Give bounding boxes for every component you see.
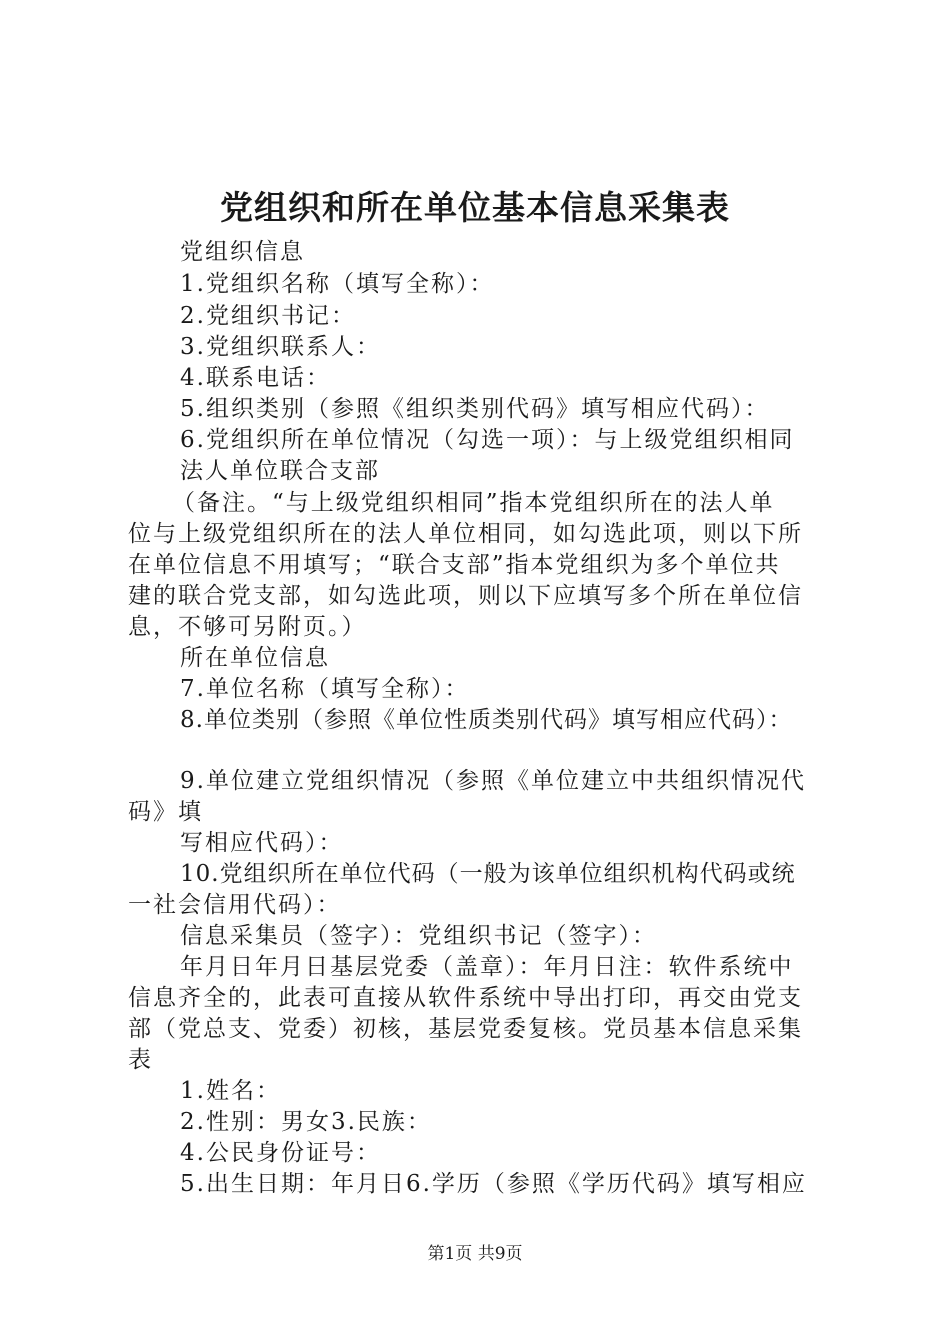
form-line: 5.出生日期：年月日6.学历（参照《学历代码》填写相应 <box>180 1171 807 1197</box>
form-line: 9.单位建立党组织情况（参照《单位建立中共组织情况代 <box>180 768 806 794</box>
form-line: 6.党组织所在单位情况（勾选一项）：与上级党组织相同 <box>180 427 795 453</box>
note-line: 位与上级党组织所在的法人单位相同，如勾选此项，则以下所 <box>128 521 803 547</box>
form-line: 法人单位联合支部 <box>180 458 380 484</box>
note-line: 表 <box>128 1047 153 1073</box>
form-line: 8.单位类别（参照《单位性质类别代码》填写相应代码）： <box>180 707 793 733</box>
form-line: 10.党组织所在单位代码（一般为该单位组织机构代码或统 <box>180 861 796 887</box>
form-line: 1.党组织名称（填写全称）： <box>180 271 495 297</box>
form-line: 写相应代码）： <box>180 830 344 856</box>
section-heading-unit: 所在单位信息 <box>180 645 330 671</box>
form-line: 1.姓名： <box>180 1078 281 1104</box>
section-heading-party-org: 党组织信息 <box>180 239 305 265</box>
note-line: 建的联合党支部，如勾选此项，则以下应填写多个所在单位信 <box>128 583 803 609</box>
note-line: 息，不够可另附页。） <box>128 614 367 640</box>
form-line: 2.性别：男女3.民族： <box>180 1109 432 1135</box>
form-line: 4.公民身份证号： <box>180 1140 381 1166</box>
form-line: 2.党组织书记： <box>180 303 356 329</box>
form-line: 7.单位名称（填写全称）： <box>180 676 470 702</box>
form-line: 码》填 <box>128 799 203 825</box>
note-line: 在单位信息不用填写；“联合支部”指本党组织为多个单位共 <box>128 552 781 578</box>
form-line: 一社会信用代码）： <box>128 892 342 918</box>
note-line: 年月日年月日基层党委（盖章）：年月日注：软件系统中 <box>180 954 794 980</box>
document-title: 党组织和所在单位基本信息采集表 <box>220 188 730 227</box>
note-line: 部（党总支、党委）初核，基层党委复核。党员基本信息采集 <box>128 1016 803 1042</box>
form-line: 5.组织类别（参照《组织类别代码》填写相应代码）： <box>180 396 770 422</box>
form-line: 4.联系电话： <box>180 365 331 391</box>
page-number-footer: 第1页 共9页 <box>427 1244 523 1264</box>
note-line: （备注。“与上级党组织相同”指本党组织所在的法人单 <box>172 490 775 516</box>
form-line: 3.党组织联系人： <box>180 334 381 360</box>
signature-line: 信息采集员（签字）：党组织书记（签字）： <box>180 923 657 949</box>
note-line: 信息齐全的，此表可直接从软件系统中导出打印，再交由党支 <box>128 985 803 1011</box>
